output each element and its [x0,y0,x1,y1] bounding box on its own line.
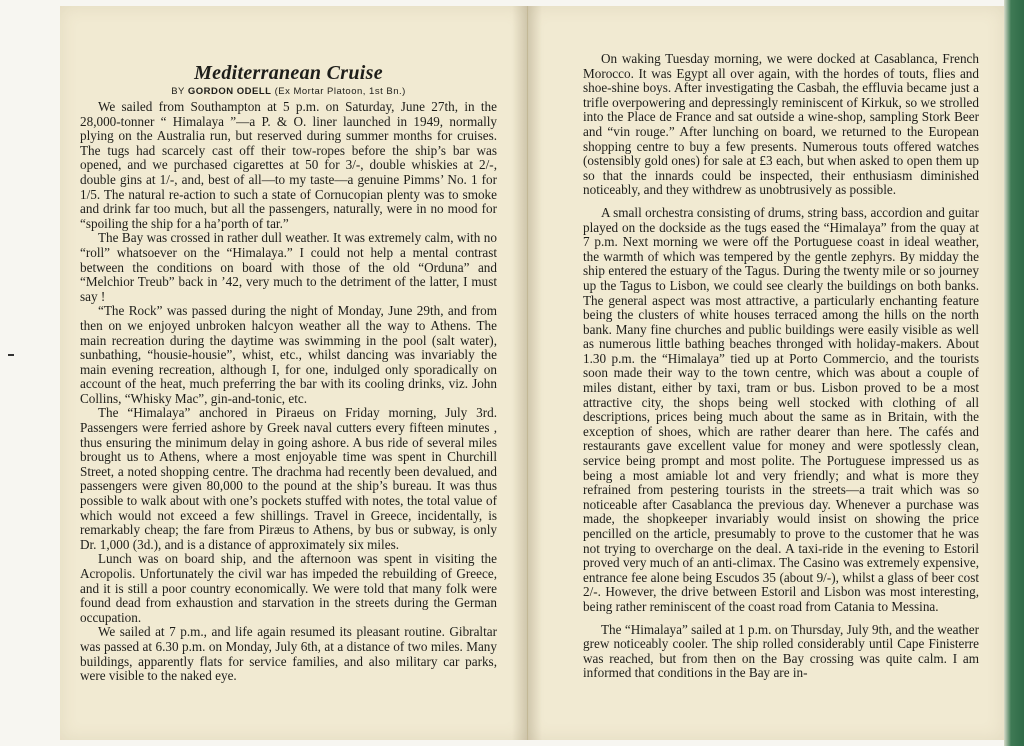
byline [80,86,497,97]
paragraph: The “Himalaya” anchored in Piraeus on Friday morning, July 3rd. Passengers were ferried ashore by Greek naval cutters every fifteen minutes , thus ensuring the minimum delay in going ashore. A bus ride of several miles brought us to Athens, where a most enjoyable time was spent in Churchill Street, a noted shopping centre. The drachma had recently been devalued, and passengers were given 80,000 to the pound at the ship’s bureau. It was thus possible to walk about with one’s pockets stuffed with notes, the total value of which would not exceed a few shillings. Travel in Greece, incidentally, is remarkably cheap; the fare from Piræus to Athens, by bus or subway, is only Dr. 1,000 (3d.), and is a distance of approximately six miles. [80,405,497,552]
paragraph: On waking Tuesday morning, we were docked at Casablanca, French Morocco. It was Egypt all over again, with the hordes of touts, flies and shoe-shine boys. After investigating the Casbah, the effluvia became just a trifle overpowering and depressingly reminiscent of Kirkuk, so we strolled into the Place de France and sat outside a wine-shop, sampling Stork Beer and “vin rouge.” After lunching on board, we returned to the European shopping centre to buy a few presents. Numerous touts offered watches (ostensibly gold ones) for sale at £3 each, but when asked to open them up so that the innards could be inspected, their enthusiasm diminished noticeably, and they withdrew as unobtrusively as possible. [583,51,979,198]
book-gutter [512,6,542,740]
byline-prefix: BY [171,86,185,97]
author-name: GORDON ODELL [187,86,272,97]
right-column [583,52,979,681]
article-title: Mediterranean Cruise [194,62,383,84]
paragraph: “The Rock” was passed during the night of Monday, June 29th, and from then on we enjoyed unbroken halcyon weather all the way to Athens. The main recreation during the daytime was swimming in the pool (salt water), sunbathing, “housie-housie”, whist, etc., whilst dancing was invariably the main evening recreation, although I, for one, indulged only sporadically on account of the heat, much preferring the bar with its cooling drinks, viz. John Collins, “Whisky Mac”, gin-and-tonic, etc. [80,303,497,406]
paragraph: Lunch was on board ship, and the afternoon was spent in visiting the Acropolis. Unfortunately the civil war has impeded the rebuilding of Greece, and it is still a poor country economically. We were told that many folk were found dead from exhaustion and starvation in the streets during the German occupation. [80,551,497,625]
paragraph: The Bay was crossed in rather dull weather. It was extremely calm, with no “roll” whatsoever on the “Himalaya.” I could not help a mental contrast between the conditions on board with those of the old “Orduna” and “Melchior Treub” back in ’42, very much to the detriment of the latter, I must say ! [80,230,497,304]
paragraph: We sailed at 7 p.m., and life again resumed its pleasant routine. Gibraltar was passed at 6.30 p.m. on Monday, July 6th, at a distance of two miles. Many buildings, apparently flats for service families, and also military car parks, were visible to the naked eye. [80,624,497,684]
paragraph: The “Himalaya” sailed at 1 p.m. on Thursday, July 9th, and the weather grew noticeably cooler. The ship rolled considerably until Cape Finisterre was reached, but from then on the Bay crossing was quite calm. I am informed that conditions in the Bay are in- [583,621,979,681]
paragraph: We sailed from Southampton at 5 p.m. on Saturday, June 27th, in the 28,000-tonner “ Himalaya ”—a P. & O. liner launched in 1949, normally plying on the Australia run, but reserved during summer months for cruises. The tugs had scarcely cast off their tow-ropes before the ship’s bar was opened, and we purchased cigarettes at 50 for 3/-, double whiskies at 2/-, double gins at 1/-, and, best of all—to my taste—a genuine Pimms’ No. 1 for 1/5. The natural re-action to such a state of Cornucopian plenty was to smoke and drink far too much, but all the passengers, naturally, were in no mood for “spoiling the ship for a ha’porth of tar.” [80,99,497,231]
margin-mark [8,354,14,356]
left-column [80,100,497,684]
author-note: (Ex Mortar Platoon, 1st Bn.) [274,86,406,97]
paragraph: A small orchestra consisting of drums, string bass, accordion and guitar played on the dockside as the tugs eased the “Himalaya” from the quay at 7 p.m. Next morning we were off the Portuguese coast in ideal weather, the warmth of which was tempered by the gentle zephyrs. By midday the ship entered the estuary of the Tagus. During the twenty mile or so journey up the Tagus to Lisbon, we could see clearly the buildings on both banks. The general aspect was most attractive, a particularly enchanting feature being the clusters of white houses terraced among the hills on the north bank. Many fine churches and public buildings were easily visible as well as numerous little bathing beaches thronged with holiday-makers. About 1.30 p.m. the “Himalaya” tied up at Porto Commercio, and the tourists soon made their way to the town centre, which was about a couple of miles distant, either by taxi, tram or bus. Lisbon proved to be a most attractive city, the shops being well stocked with clothing of all descriptions, prices being much about the same as in Britain, with the exception of shoes, which are rather dearer than here. The cafés and restaurants gave excellent value for money and were spotlessly clean, service being prompt and most polite. The Portuguese impressed us as being a most amiable lot and very friendly; and what is more they refrained from pestering tourists in the streets—a trait which was so noticeable after Casablanca the previous day. Whenever a purchase was made, the shopkeeper invariably would insist on showing the price pencilled on the article, presumably to prove to the customer that he was not trying to overcharge on the deal. A taxi-ride in the evening to Estoril proved very much of an anti-climax. The Casino was extremely expensive, entrance fee alone being Escudos 35 (about 9/-), whilst a glass of beer cost 2/-. However, the drive between Estoril and Lisbon was most interesting, being rather reminiscent of the coast road from Catania to Messina. [583,204,979,614]
cover-edge [1004,0,1024,746]
